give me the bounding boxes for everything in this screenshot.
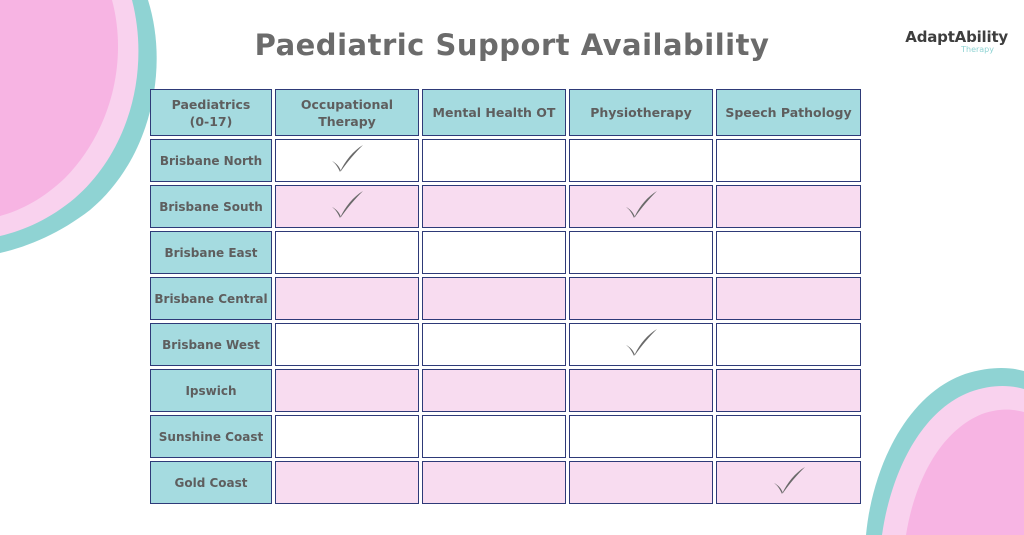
availability-cell <box>422 369 566 412</box>
availability-cell <box>422 277 566 320</box>
checkmark-icon <box>329 144 365 174</box>
header-row <box>150 89 861 136</box>
availability-cell <box>716 185 861 228</box>
column-header-mental-health-ot: Mental Health OT <box>422 89 566 136</box>
availability-cell <box>422 323 566 366</box>
availability-cell <box>422 139 566 182</box>
availability-cell <box>569 369 713 412</box>
bottom-right-teal-blob <box>866 368 1024 535</box>
row-header-region: Gold Coast <box>150 461 272 504</box>
availability-cell <box>569 185 713 228</box>
checkmark-icon <box>771 466 807 496</box>
availability-cell <box>275 139 419 182</box>
availability-cell <box>716 323 861 366</box>
table-row <box>150 461 861 504</box>
table-row <box>150 185 861 228</box>
row-header-region: Brisbane East <box>150 231 272 274</box>
availability-cell <box>275 323 419 366</box>
table-body <box>150 139 861 504</box>
availability-cell <box>716 277 861 320</box>
logo-name: AdaptAbility <box>905 28 1008 46</box>
availability-cell <box>275 415 419 458</box>
logo-tagline: Therapy <box>961 45 994 54</box>
availability-cell <box>275 461 419 504</box>
availability-cell <box>275 277 419 320</box>
availability-cell <box>569 461 713 504</box>
availability-cell <box>275 231 419 274</box>
table-row <box>150 369 861 412</box>
column-header-speech-pathology: Speech Pathology <box>716 89 861 136</box>
availability-cell <box>569 277 713 320</box>
availability-cell <box>422 415 566 458</box>
availability-cell <box>716 369 861 412</box>
availability-cell <box>569 139 713 182</box>
availability-cell <box>716 231 861 274</box>
availability-table <box>147 86 864 507</box>
row-header-region: Brisbane North <box>150 139 272 182</box>
availability-cell <box>275 369 419 412</box>
corner-header: Paediatrics (0-17) <box>150 89 272 136</box>
bottom-right-pink-blob <box>906 410 1024 535</box>
availability-cell <box>569 231 713 274</box>
row-header-region: Brisbane South <box>150 185 272 228</box>
availability-cell <box>716 415 861 458</box>
page-title: Paediatric Support Availability <box>254 28 770 62</box>
table-row <box>150 139 861 182</box>
availability-cell <box>422 185 566 228</box>
column-header-occupational-therapy: Occupational Therapy <box>275 89 419 136</box>
row-header-region: Ipswich <box>150 369 272 412</box>
table-row <box>150 277 861 320</box>
row-header-region: Brisbane Central <box>150 277 272 320</box>
availability-cell <box>569 415 713 458</box>
row-header-region: Sunshine Coast <box>150 415 272 458</box>
availability-cell <box>422 461 566 504</box>
availability-cell <box>716 139 861 182</box>
availability-cell <box>275 185 419 228</box>
availability-cell <box>422 231 566 274</box>
bottom-right-light-pink-blob <box>882 386 1024 535</box>
availability-cell <box>569 323 713 366</box>
brand-logo <box>888 29 1008 54</box>
availability-cell <box>716 461 861 504</box>
table-row <box>150 323 861 366</box>
table-row <box>150 415 861 458</box>
row-header-region: Brisbane West <box>150 323 272 366</box>
column-header-physiotherapy: Physiotherapy <box>569 89 713 136</box>
table-row <box>150 231 861 274</box>
checkmark-icon <box>329 190 365 220</box>
checkmark-icon <box>623 328 659 358</box>
checkmark-icon <box>623 190 659 220</box>
